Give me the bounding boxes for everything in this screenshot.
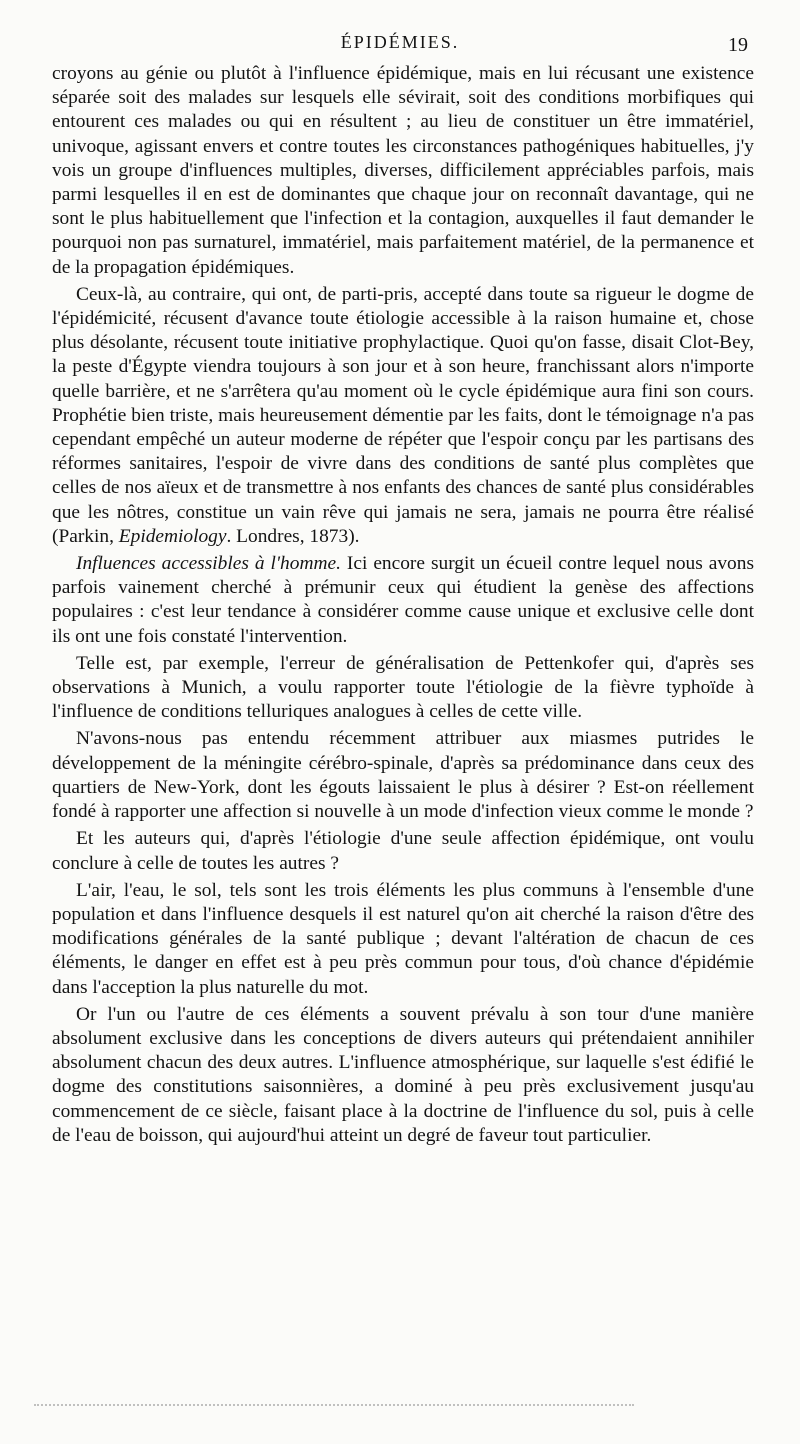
paragraph: Et les auteurs qui, d'après l'étiologie d'une seule affection épidémique, ont voulu conclure à celle de toutes les autres ?	[52, 828, 754, 874]
section-heading: Influences accessibles à l'homme.	[76, 553, 341, 575]
footer-rule	[34, 1404, 634, 1406]
paragraph-text: Ici encore surgit un écueil contre lequel nous avons parfois vainement cherché à prémunir ceux qui étudient la genèse des affections populaires : c'est leur tendance à considérer comme cause unique et exclusive celle dont ils ont une fois constaté l'intervention.	[52, 553, 754, 647]
cited-work-title: Epidemiology	[118, 525, 227, 547]
paragraph-text: Ceux-là, au contraire, qui ont, de parti-pris, accepté dans toute sa rigueur le dogme de l'épidémicité, récusent d'avance toute étiologie accessible à la raison humaine et, chose plus désolante, récusent toute initiative prophylactique. Quoi qu'on fasse, disait Clot-Bey, la peste d'Égypte viendra toujours à son jour et à son heure, franchissant alors n'importe quelle barrière, et ne s'arrêtera qu'au moment où le cycle épidémique aura fini son cours. Prophétie bien triste, mais heureusement démentie par les faits, dont le témoignage n'a pas cependant empêché un auteur moderne de répéter que l'espoir conçu par les partisans des réformes sanitaires, l'espoir de vivre dans des conditions de santé plus complètes que celles de nos aïeux et de transmettre à nos enfants des chances de santé plus considérables que les nôtres, constitue un vain rêve qui jamais ne sera, jamais ne pourra être réalisé (Parkin,	[52, 283, 754, 547]
running-head	[0, 30, 800, 56]
paragraph: N'avons-nous pas entendu récemment attribuer aux miasmes putrides le développement de la méningite cérébro-spinale, d'après sa prédominance dans ceux des quartiers de New-York, dont les égouts laissaient le plus à désirer ? Est-on réellement fondé à rapporter une affection si nouvelle à un mode d'infection vieux comme le monde ?	[52, 728, 754, 823]
page-number: 19	[728, 34, 748, 56]
paragraph-text: . Londres, 1873).	[226, 525, 360, 547]
running-title: ÉPIDÉMIES.	[340, 32, 460, 52]
paragraph: croyons au génie ou plutôt à l'influence épidémique, mais en lui récusant une existence séparée soit des malades sur lesquels elle sévirait, soit des conditions morbifiques qui entourent ces malades ou qui en résultent ; au lieu de constituer un être immatériel, univoque, agissant envers et contre toutes les circonstances pathogéniques habituelles, j'y vois un groupe d'influences multiples, diverses, difficilement appréciables parfois, mais parmi lesquelles il en est de dominantes que chaque jour on reconnaît davantage, qui ne sont le plus habituellement que l'infection et la contagion, auxquelles il faut demander le pourquoi non pas surnaturel, immatériel, mais parfaitement matériel, de la permanence et de la propagation épidémiques.	[52, 63, 754, 278]
paragraph	[52, 283, 754, 549]
paragraph: L'air, l'eau, le sol, tels sont les trois éléments les plus communs à l'ensemble d'une population et dans l'influence desquels il est naturel qu'on ait cherché la raison d'être des modifications générales de la santé publique ; devant l'altération de chacun de ces éléments, le danger en effet est à peu près commun pour tous, d'où chance d'épidémie dans l'acception la plus naturelle du mot.	[52, 879, 754, 998]
body-text	[52, 62, 754, 1148]
paragraph: Telle est, par exemple, l'erreur de généralisation de Pettenkofer qui, d'après ses observations à Munich, a voulu rapporter toute l'étiologie de la fièvre typhoïde à l'influence de conditions telluriques analogues à celles de cette ville.	[52, 652, 754, 723]
paragraph	[52, 552, 754, 649]
paragraph: Or l'un ou l'autre de ces éléments a souvent prévalu à son tour d'une manière absolument exclusive dans les conceptions de divers auteurs qui prétendaient annihiler absolument chacun des deux autres. L'influence atmosphérique, sur laquelle s'est édifié le dogme des constitutions saisonnières, a dominé à peu près exclusivement jusqu'au commencement de ce siècle, faisant place à la doctrine de l'influence du sol, puis à celle de l'eau de boisson, qui aujourd'hui atteint un degré de faveur tout particulier.	[52, 1003, 754, 1146]
